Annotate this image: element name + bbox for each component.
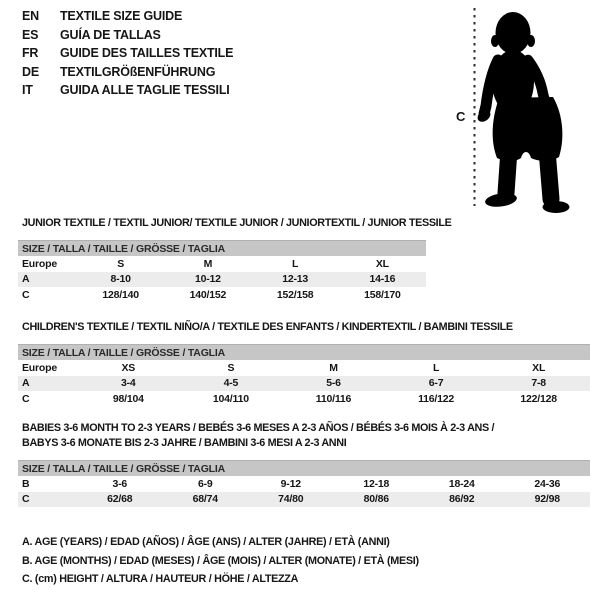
height-cell: 92/98 — [534, 493, 560, 506]
language-code: EN — [22, 9, 39, 24]
height-cell: 116/122 — [418, 392, 455, 405]
size-cell: XL — [375, 257, 389, 270]
junior-section-title: JUNIOR TEXTILE / TEXTIL JUNIOR/ TEXTILE JUNIOR / JUNIORTEXTIL / JUNIOR TESSILE — [22, 217, 452, 229]
age-cell: 6-9 — [197, 477, 213, 490]
age-cell: 12-18 — [363, 477, 390, 490]
table-row — [18, 360, 590, 376]
legend-line-a: A. AGE (YEARS) / EDAD (AÑOS) / ÂGE (ANS) / ALTER (JAHRE) / ETÀ (ANNI) — [22, 536, 390, 549]
babies-title-line2: BABYS 3-6 MONATE BIS 2-3 JAHRE / BAMBINI 3-6 MESI A 2-3 ANNI — [22, 436, 347, 449]
language-row — [22, 7, 233, 26]
height-cell: 140/152 — [189, 288, 227, 301]
size-cell: S — [117, 257, 125, 270]
height-cell: 68/74 — [192, 493, 218, 506]
age-cell: 9-12 — [280, 477, 301, 490]
language-row — [22, 26, 233, 45]
row-label: Europe — [22, 361, 57, 374]
table-row — [18, 272, 426, 288]
children-section-title: CHILDREN'S TEXTILE / TEXTIL NIÑO/A / TEXTILE DES ENFANTS / KINDERTEXTIL / BAMBINI TESSILE — [22, 321, 513, 333]
age-cell: 7-8 — [531, 377, 546, 390]
row-label: C — [22, 392, 30, 405]
language-title-list — [22, 7, 233, 100]
size-cell: L — [292, 257, 299, 270]
size-cell: S — [227, 361, 235, 374]
height-cell: 86/92 — [449, 493, 475, 506]
table-row — [18, 391, 590, 407]
table-row — [18, 476, 590, 492]
age-cell: 24-36 — [534, 477, 561, 490]
table-row — [18, 492, 590, 508]
age-cell: 3-4 — [121, 377, 136, 390]
size-cell: M — [203, 257, 213, 270]
height-cell: 110/116 — [315, 392, 352, 405]
age-cell: 5-6 — [326, 377, 341, 390]
language-row — [22, 81, 233, 100]
baby-silhouette-icon — [445, 0, 600, 215]
age-cell: 14-16 — [369, 273, 396, 286]
row-label: C — [22, 493, 30, 506]
age-cell: 3-6 — [112, 477, 128, 490]
size-header-bar: SIZE / TALLA / TAILLE / GRÖSSE / TAGLIA — [18, 344, 590, 360]
height-cell: 80/86 — [363, 493, 389, 506]
row-label: A — [22, 273, 30, 286]
guide-title: TEXTILE SIZE GUIDE — [60, 9, 183, 24]
guide-title: GUÍA DE TALLAS — [60, 27, 161, 42]
language-code: IT — [22, 83, 33, 98]
row-label: A — [22, 377, 30, 390]
row-label: C — [22, 288, 30, 301]
row-label: B — [22, 477, 30, 490]
height-label: C — [456, 109, 466, 124]
babies-size-table — [18, 460, 590, 507]
height-cell: 104/110 — [212, 392, 249, 405]
guide-title: TEXTILGRÖßENFÜHRUNG — [60, 64, 216, 79]
size-cell: XS — [121, 361, 136, 374]
legend-line-c: C. (cm) HEIGHT / ALTURA / HAUTEUR / HÖHE / ALTEZZA — [22, 573, 299, 586]
language-code: ES — [22, 27, 39, 42]
height-measure-figure — [445, 0, 600, 215]
language-code: FR — [22, 46, 39, 61]
legend-line-b: B. AGE (MONTHS) / EDAD (MESES) / ÂGE (MOIS) / ALTER (MONATE) / ETÀ (MESI) — [22, 554, 419, 567]
table-row — [18, 376, 590, 392]
size-cell: XL — [532, 361, 546, 374]
language-code: DE — [22, 64, 39, 79]
age-cell: 10-12 — [194, 273, 221, 286]
height-cell: 62/68 — [107, 493, 133, 506]
guide-title: GUIDE DES TAILLES TEXTILE — [60, 46, 234, 61]
height-cell: 122/128 — [520, 392, 557, 405]
height-cell: 74/80 — [278, 493, 304, 506]
babies-section-title — [22, 421, 494, 450]
guide-title: GUIDA ALLE TAGLIE TESSILI — [60, 83, 230, 98]
age-cell: 8-10 — [110, 273, 131, 286]
size-cell: L — [432, 361, 440, 374]
row-label: Europe — [22, 257, 57, 270]
height-cell: 128/140 — [102, 288, 139, 301]
age-cell: 4-5 — [223, 377, 239, 390]
language-row — [22, 63, 233, 82]
height-cell: 98/104 — [112, 392, 144, 405]
size-header-bar: SIZE / TALLA / TAILLE / GRÖSSE / TAGLIA — [18, 460, 590, 476]
measurement-legend — [22, 533, 419, 589]
size-header-bar: SIZE / TALLA / TAILLE / GRÖSSE / TAGLIA — [18, 240, 426, 256]
height-cell: 158/170 — [364, 288, 401, 301]
age-cell: 18-24 — [448, 477, 475, 490]
baby-silhouette — [475, 12, 569, 213]
size-cell: M — [329, 361, 338, 374]
junior-size-table — [18, 240, 426, 303]
age-cell: 6-7 — [428, 377, 444, 390]
children-size-table — [18, 344, 590, 407]
language-row — [22, 44, 233, 63]
table-row — [18, 287, 426, 303]
height-cell: 152/158 — [276, 288, 314, 301]
babies-title-line1: BABIES 3-6 MONTH TO 2-3 YEARS / BEBÉS 3-6 MESES A 2-3 AÑOS / BÉBÉS 3-6 MOIS À 2-3 ANS / — [22, 422, 495, 434]
table-row — [18, 256, 426, 272]
age-cell: 12-13 — [282, 273, 309, 286]
